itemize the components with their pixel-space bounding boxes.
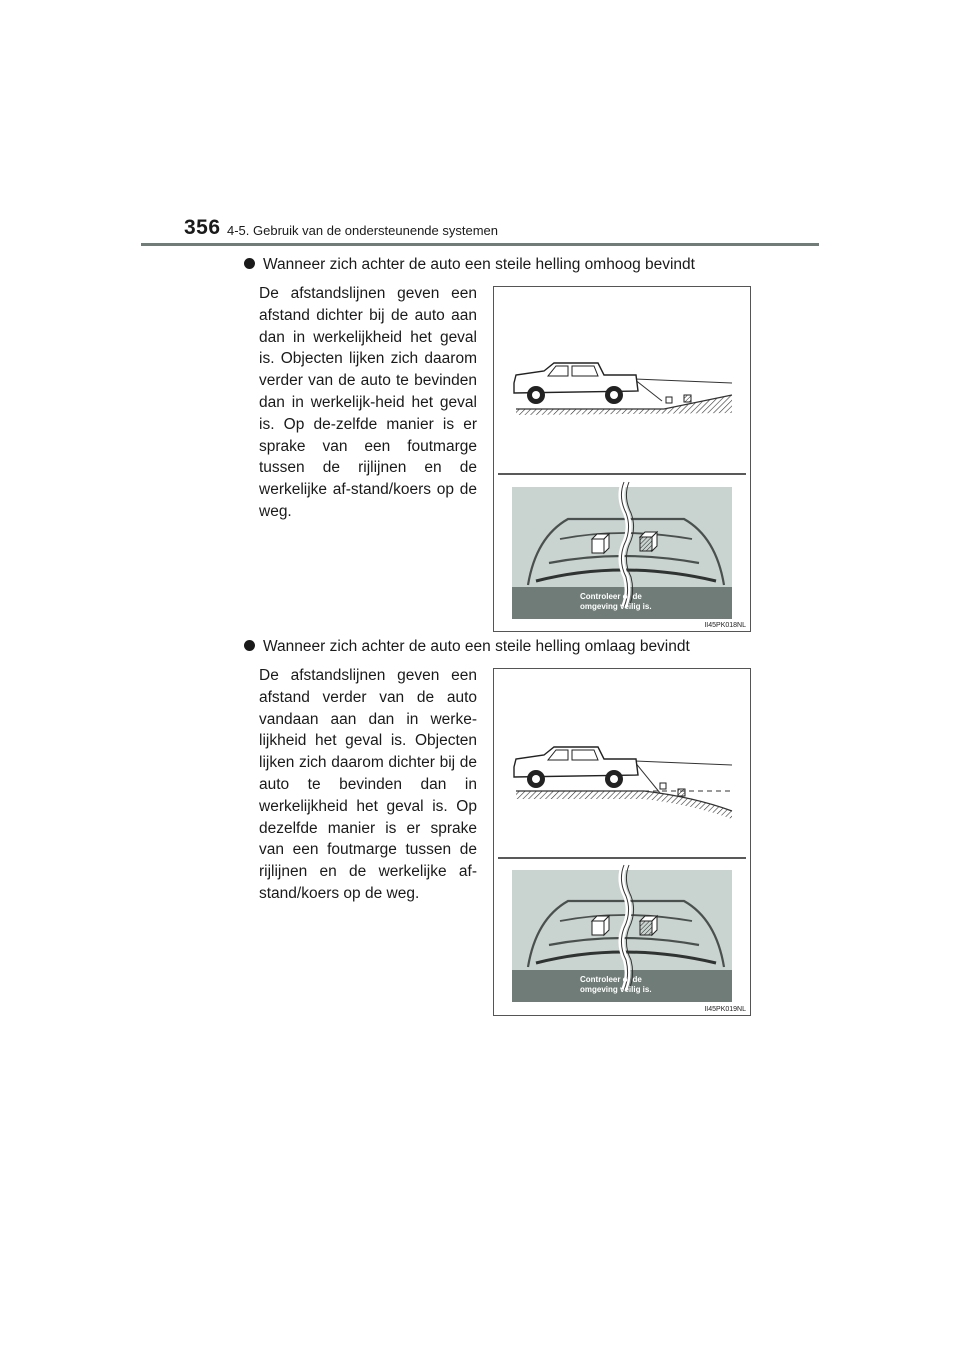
camera-screen (512, 482, 732, 619)
object-cube-left (592, 916, 609, 935)
section-body: De afstandslijnen geven een afstand verder van de auto vandaan aan dan in werke-lijkheid het geval is. Objecten lijken zich daarom dichter bij de auto te bevinden dan in werkelijkheid het geval is. Op dezelfde manier is er sprake van een foutmarge tussen de rijlijnen en de werkelijke af-stand/koers op de weg. (259, 667, 477, 902)
figure-uphill (493, 286, 751, 632)
pickup-truck-icon (514, 363, 638, 404)
object-box-hatched (678, 789, 685, 796)
figure-code: II45PK019NL (704, 1006, 746, 1013)
section-heading: Wanneer zich achter de auto een steile helling omhoog bevindt (244, 256, 695, 274)
pickup-truck-icon (514, 747, 638, 788)
distance-line (634, 761, 732, 765)
figure-downhill-drawing (494, 669, 750, 1015)
section-heading: Wanneer zich achter de auto een steile helling omlaag bevindt (244, 638, 690, 656)
page-number: 356 (184, 216, 221, 239)
camera-message-line2: omgeving veilig is. (580, 985, 652, 994)
object-cube-left (592, 534, 609, 553)
camera-message-line1: Controleer of de (580, 592, 642, 601)
distance-line (634, 379, 732, 383)
section-body: De afstandslijnen geven een afstand dichter bij de auto aan dan in werkelijkheid het geval is. Objecten lijken zich daarom verder van de auto te bevinden dan in werkelijk-heid het geval is. Op de-zelfde manier is er sprake van een foutmarge tussen de rijlijnen en de werkelijke af-stand/koers op de weg. (259, 285, 477, 520)
figure-downhill (493, 668, 751, 1016)
bullet-icon (244, 258, 255, 269)
ground-uphill (516, 395, 732, 415)
object-box (660, 783, 666, 789)
object-box (666, 397, 672, 403)
bullet-icon (244, 640, 255, 651)
object-cube-right (640, 532, 657, 551)
header-divider (141, 243, 819, 246)
figure-uphill-drawing (494, 287, 750, 631)
figure-code: II45PK018NL (704, 622, 746, 629)
object-cube-right (640, 916, 657, 935)
view-line (634, 761, 660, 793)
camera-screen (512, 865, 732, 1002)
object-box-hatched (684, 395, 691, 402)
section-title: 4-5. Gebruik van de ondersteunende systemen (227, 223, 499, 238)
ground-downhill (516, 791, 732, 819)
camera-message-line1: Controleer of de (580, 975, 642, 984)
camera-message-line2: omgeving veilig is. (580, 602, 652, 611)
